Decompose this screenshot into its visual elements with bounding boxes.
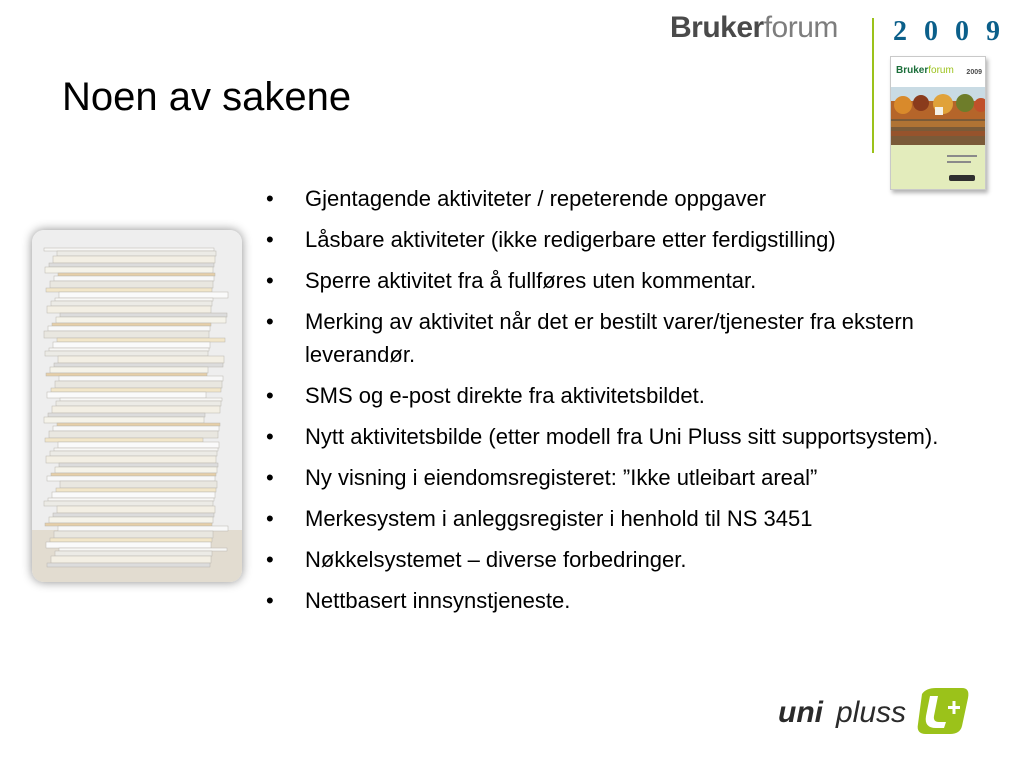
paper-sheet: [47, 306, 211, 313]
bullet-item: [264, 305, 1004, 371]
paper-sheet: [50, 538, 212, 542]
paper-sheet: [57, 423, 220, 426]
paper-sheet: [47, 563, 210, 567]
brochure-year: 2009: [966, 69, 982, 76]
paper-sheet: [55, 551, 212, 556]
paper-sheet: [59, 548, 227, 551]
paper-sheet: [53, 513, 214, 517]
paper-sheet: [58, 526, 228, 531]
brochure-text-line: [947, 155, 977, 157]
bullet-dot-icon: •: [266, 547, 274, 572]
slide-title: Noen av sakene: [62, 75, 352, 119]
bullet-text: Gjentagende aktiviteter / repeterende oppgaver: [305, 186, 767, 211]
paper-sheet: [45, 267, 213, 273]
logo-pluss: pluss: [836, 696, 907, 729]
bullet-text: Låsbare aktiviteter (ikke redigerbare etter ferdigstilling): [305, 227, 836, 252]
bullet-dot-icon: •: [266, 309, 274, 334]
paper-sheet: [47, 392, 206, 398]
bullet-item: [264, 543, 1004, 576]
bullet-item: [264, 461, 1004, 494]
bullet-text: Merkesystem i anleggsregister i henhold til NS 3451: [305, 506, 813, 531]
bullet-item: [264, 502, 1004, 535]
paper-sheet: [55, 381, 222, 388]
paper-sheet: [49, 431, 218, 438]
bullet-item: [264, 223, 1004, 256]
paper-sheet: [49, 348, 209, 351]
header-year: 2 0 0 9: [893, 16, 1005, 47]
bullet-text: Nytt aktivitetsbilde (etter modell fra Uni Pluss sitt supportsystem).: [305, 424, 939, 449]
brochure-thumbnail: [890, 56, 986, 190]
paper-sheet: [54, 531, 213, 538]
paper-sheet: [54, 363, 223, 367]
bullet-dot-icon: •: [266, 186, 274, 211]
brochure-logo: [949, 175, 975, 181]
paper-sheet: [44, 417, 204, 423]
bullet-dot-icon: •: [266, 268, 274, 293]
autumn-landscape-image: [891, 87, 985, 145]
bullet-item: [264, 420, 1004, 453]
paper-sheet: [57, 338, 225, 342]
paper-sheet: [52, 406, 220, 413]
paper-sheet: [53, 426, 219, 431]
paper-sheet: [60, 398, 222, 401]
paper-sheet: [45, 438, 203, 442]
brochure-title: [896, 65, 954, 76]
paper-sheet: [46, 373, 207, 376]
paper-sheet: [56, 401, 221, 406]
paper-sheet: [54, 276, 214, 281]
paper-sheet: [57, 251, 216, 256]
paper-sheet: [53, 256, 215, 263]
paper-sheet: [51, 473, 216, 476]
bullet-text: Merking av aktivitet når det er bestilt varer/tjenester fra ekstern leverandør.: [305, 309, 914, 367]
brand-forum: forum: [763, 11, 838, 44]
unipluss-logo: [776, 686, 976, 736]
paper-sheet: [46, 456, 216, 463]
bullet-dot-icon: •: [266, 588, 274, 613]
paper-sheet: [58, 442, 219, 448]
paper-sheet: [48, 326, 210, 331]
paper-sheet: [56, 317, 226, 323]
bullet-list: [264, 182, 1004, 625]
bullet-dot-icon: •: [266, 227, 274, 252]
paper-sheet: [51, 301, 212, 306]
header-divider: [872, 18, 874, 153]
paper-sheet: [55, 467, 217, 473]
paper-sheet: [50, 367, 208, 373]
paper-sheet: [60, 313, 227, 317]
bullet-text: Sperre aktivitet fra å fullføres uten kommentar.: [305, 268, 757, 293]
paper-sheet: [48, 413, 205, 417]
bullet-dot-icon: •: [266, 506, 274, 531]
bullet-text: Ny visning i eiendomsregisteret: ”Ikke utleibart areal”: [305, 465, 818, 490]
paper-sheet: [46, 288, 212, 292]
paper-sheet: [60, 481, 217, 488]
paper-sheet: [52, 492, 215, 498]
paper-sheet: [44, 248, 214, 251]
paper-sheet: [52, 323, 211, 326]
bullet-item: [264, 379, 1004, 412]
paper-sheet: [45, 523, 212, 526]
paper-sheet: [59, 292, 228, 298]
paper-sheet: [47, 476, 215, 481]
paper-sheet: [49, 263, 214, 267]
bullet-item: [264, 264, 1004, 297]
brochure-title-forum: forum: [928, 65, 954, 76]
paper-sheet: [57, 506, 215, 513]
paper-sheet: [45, 351, 208, 356]
paper-sheet: [51, 556, 211, 563]
paper-sheet: [59, 376, 223, 381]
paper-sheet: [49, 517, 213, 523]
bullet-dot-icon: •: [266, 383, 274, 408]
paper-sheet: [54, 448, 218, 451]
bullet-text: Nettbasert innsynstjeneste.: [305, 588, 571, 613]
bullet-dot-icon: •: [266, 465, 274, 490]
paper-sheet: [51, 388, 221, 392]
paper-stack-image: [32, 230, 242, 582]
logo-uni: uni: [778, 696, 823, 729]
paper-sheet: [50, 451, 217, 456]
paper-sheet: [58, 356, 224, 363]
paper-sheet: [50, 281, 213, 288]
paper-sheet: [44, 331, 209, 338]
bullet-item: [264, 584, 1004, 617]
logo-plus-v: [953, 701, 956, 714]
paper-sheet: [55, 298, 213, 301]
bullet-dot-icon: •: [266, 424, 274, 449]
paper-sheet: [46, 542, 211, 548]
bullet-text: SMS og e-post direkte fra aktivitetsbildet.: [305, 383, 705, 408]
paper-sheet: [44, 501, 213, 506]
bullet-text: Nøkkelsystemet – diverse forbedringer.: [305, 547, 687, 572]
paper-sheet: [53, 342, 210, 348]
bullet-item: [264, 182, 1004, 215]
brand-bruker: Bruker: [670, 11, 764, 44]
paper-sheet: [48, 498, 214, 501]
paper-sheet: [58, 273, 215, 276]
brochure-text-line: [947, 161, 971, 163]
paper-sheet: [59, 463, 218, 467]
paper-sheet: [56, 488, 216, 492]
brochure-title-bruker: Bruker: [896, 65, 929, 76]
brukerforum-logo: [670, 8, 838, 48]
